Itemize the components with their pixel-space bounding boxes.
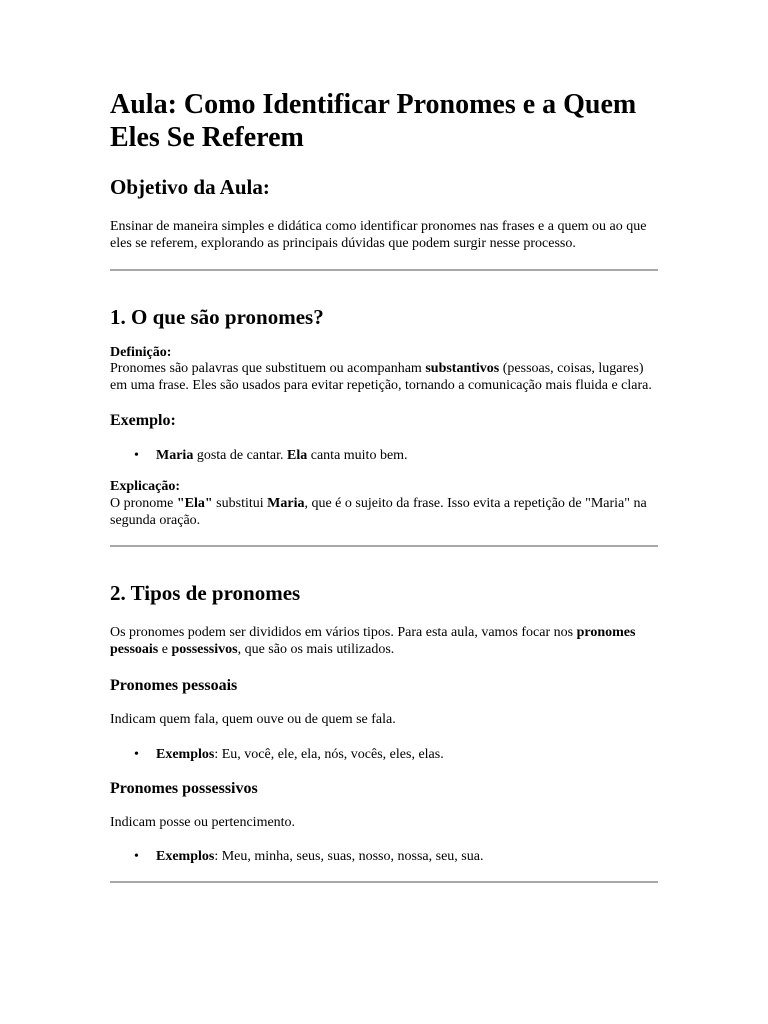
example-bold-2: Ela bbox=[287, 447, 308, 463]
intro-post: , que são os mais utilizados. bbox=[237, 642, 395, 658]
example-list bbox=[110, 447, 658, 464]
possessivos-list bbox=[110, 848, 658, 865]
definition-text-pre: Pronomes são palavras que substituem ou acompanham bbox=[110, 361, 426, 377]
page-title: Aula: Como Identificar Pronomes e a Quem Eles Se Referem bbox=[110, 89, 637, 153]
explanation-bold-1: "Ela" bbox=[176, 495, 213, 511]
divider-2 bbox=[110, 545, 658, 547]
explanation-pre: O pronome bbox=[110, 495, 177, 511]
example-heading: Exemplo: bbox=[110, 411, 176, 429]
list-item bbox=[110, 848, 658, 865]
intro-mid: e bbox=[158, 642, 172, 658]
explanation-mid: substitui bbox=[212, 495, 268, 511]
objective-heading: Objetivo da Aula: bbox=[110, 175, 270, 199]
possessivos-text: Indicam posse ou pertencimento. bbox=[110, 814, 296, 830]
definition-label: Definição: bbox=[110, 344, 172, 360]
list-item bbox=[110, 746, 658, 763]
pessoais-examples: : Eu, você, ele, ela, nós, vocês, eles, elas. bbox=[214, 746, 444, 762]
intro-bold-1: pronomes pessoais bbox=[110, 625, 636, 658]
divider-3 bbox=[110, 881, 658, 883]
explanation-post: , que é o sujeito da frase. Isso evita a repetição de "Maria" na segunda oração. bbox=[110, 495, 647, 528]
pessoais-heading: Pronomes pessoais bbox=[110, 676, 238, 694]
bullet-icon: • bbox=[134, 746, 139, 762]
explanation-bold-2: Maria bbox=[267, 495, 305, 511]
example-text-1: gosta de cantar. bbox=[193, 447, 288, 463]
types-intro bbox=[110, 625, 658, 659]
definition-paragraph bbox=[110, 345, 658, 395]
explanation-label: Explicação: bbox=[110, 478, 180, 494]
objective-text: Ensinar de maneira simples e didática como identificar pronomes nas frases e a quem ou ao que eles se referem, explorando as principais dúvidas que podem surgir nesse processo. bbox=[110, 219, 647, 251]
possessivos-examples-label: Exemplos bbox=[156, 848, 215, 864]
pessoais-list bbox=[110, 746, 658, 763]
list-item bbox=[110, 447, 658, 464]
explanation-paragraph bbox=[110, 479, 658, 529]
pessoais-text: Indicam quem fala, quem ouve ou de quem se fala. bbox=[110, 711, 396, 727]
example-text-2: canta muito bem. bbox=[307, 447, 408, 463]
pessoais-examples-label: Exemplos bbox=[156, 746, 215, 762]
definition-text-post: (pessoas, coisas, lugares) em uma frase. Eles são usados para evitar repetição, tornando a comunicação mais fluida e clara. bbox=[110, 361, 652, 394]
intro-bold-2: possessivos bbox=[171, 642, 238, 658]
divider-1 bbox=[110, 269, 658, 271]
intro-pre: Os pronomes podem ser divididos em vários tipos. Para esta aula, vamos focar nos bbox=[110, 625, 577, 641]
section-1-heading: 1. O que são pronomes? bbox=[110, 304, 324, 329]
bullet-icon: • bbox=[134, 447, 139, 463]
section-2-heading: 2. Tipos de pronomes bbox=[110, 581, 301, 606]
bullet-icon: • bbox=[134, 848, 139, 864]
possessivos-examples: : Meu, minha, seus, suas, nosso, nossa, seu, sua. bbox=[214, 848, 484, 864]
example-bold-1: Maria bbox=[156, 447, 194, 463]
document-page bbox=[110, 88, 658, 883]
possessivos-heading: Pronomes possessivos bbox=[110, 779, 258, 797]
definition-bold: substantivos bbox=[425, 361, 500, 377]
